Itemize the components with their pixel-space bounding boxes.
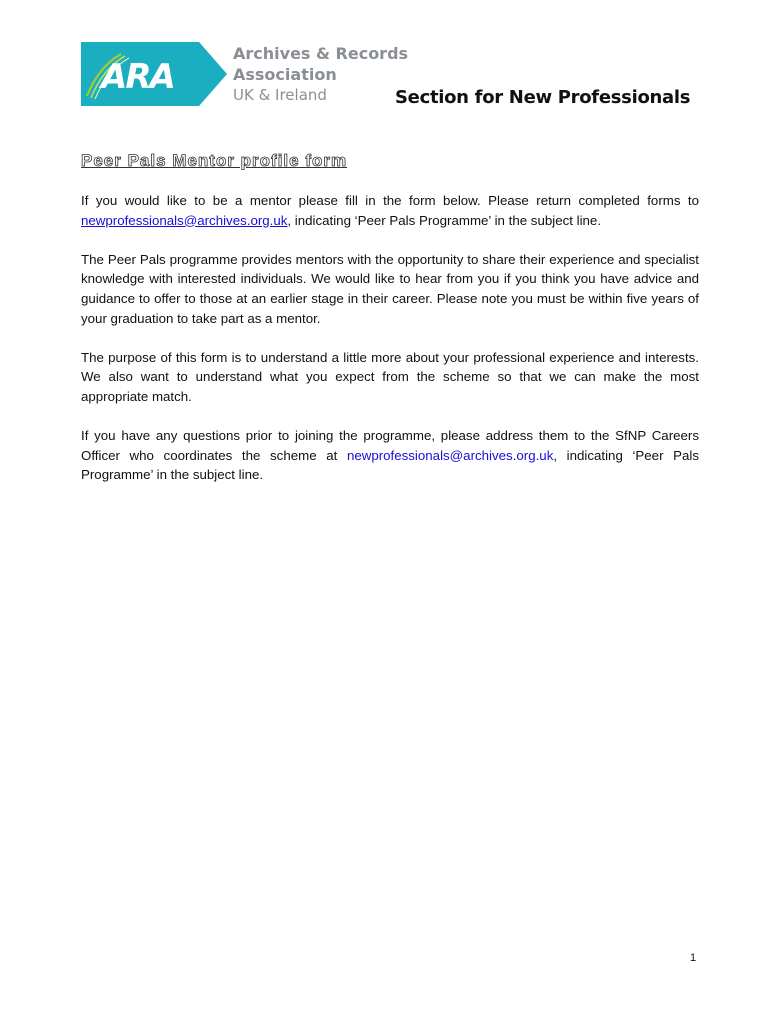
email-link[interactable]: newprofessionals@archives.org.uk [81,212,288,228]
p1-text-start: If you would like to be a mentor please fill in the form below. Please return completed forms to [81,193,699,208]
form-intro-text [81,191,699,505]
paragraph-form-purpose: The purpose of this form is to understand a little more about your professional experience and interests. We also want to understand what you expect from the scheme so that we can make the most appropriate match. [81,349,699,404]
p4-text-end: , indicating ‘Peer Pals Programme’ in the subject line. [81,447,699,483]
p1-text-end: , indicating ‘Peer Pals Programme’ in the subject line. [287,212,602,228]
org-name-line-3: UK & Ireland [233,86,327,104]
section-title: Section for New Professionals [395,87,691,108]
email-link-secondary[interactable]: newprofessionals@archives.org.uk [346,447,554,463]
paragraph-return-instructions [81,191,699,230]
org-name-line-2: Association [233,65,337,84]
ara-logo [81,42,227,106]
logo-text: ARA [101,57,174,97]
paragraph-questions [81,426,699,485]
paragraph-programme-description: The Peer Pals programme provides mentors with the opportunity to share their experience and specialist knowledge with interested individuals. We would like to hear from you if you think you have advice and guidance to offer to those at an earlier stage in their career. Please note you must be within five years of your graduation to take part as a mentor. [81,251,699,326]
page-number: 1 [690,952,697,964]
form-title: Peer Pals Mentor profile form [81,151,348,170]
org-name-line-1: Archives & Records [233,44,409,63]
organisation-name [233,43,408,106]
p4-text-start: If you have any questions prior to joining the programme, please address them to the SfNP Careers Officer who coordinates the scheme at [81,428,699,463]
